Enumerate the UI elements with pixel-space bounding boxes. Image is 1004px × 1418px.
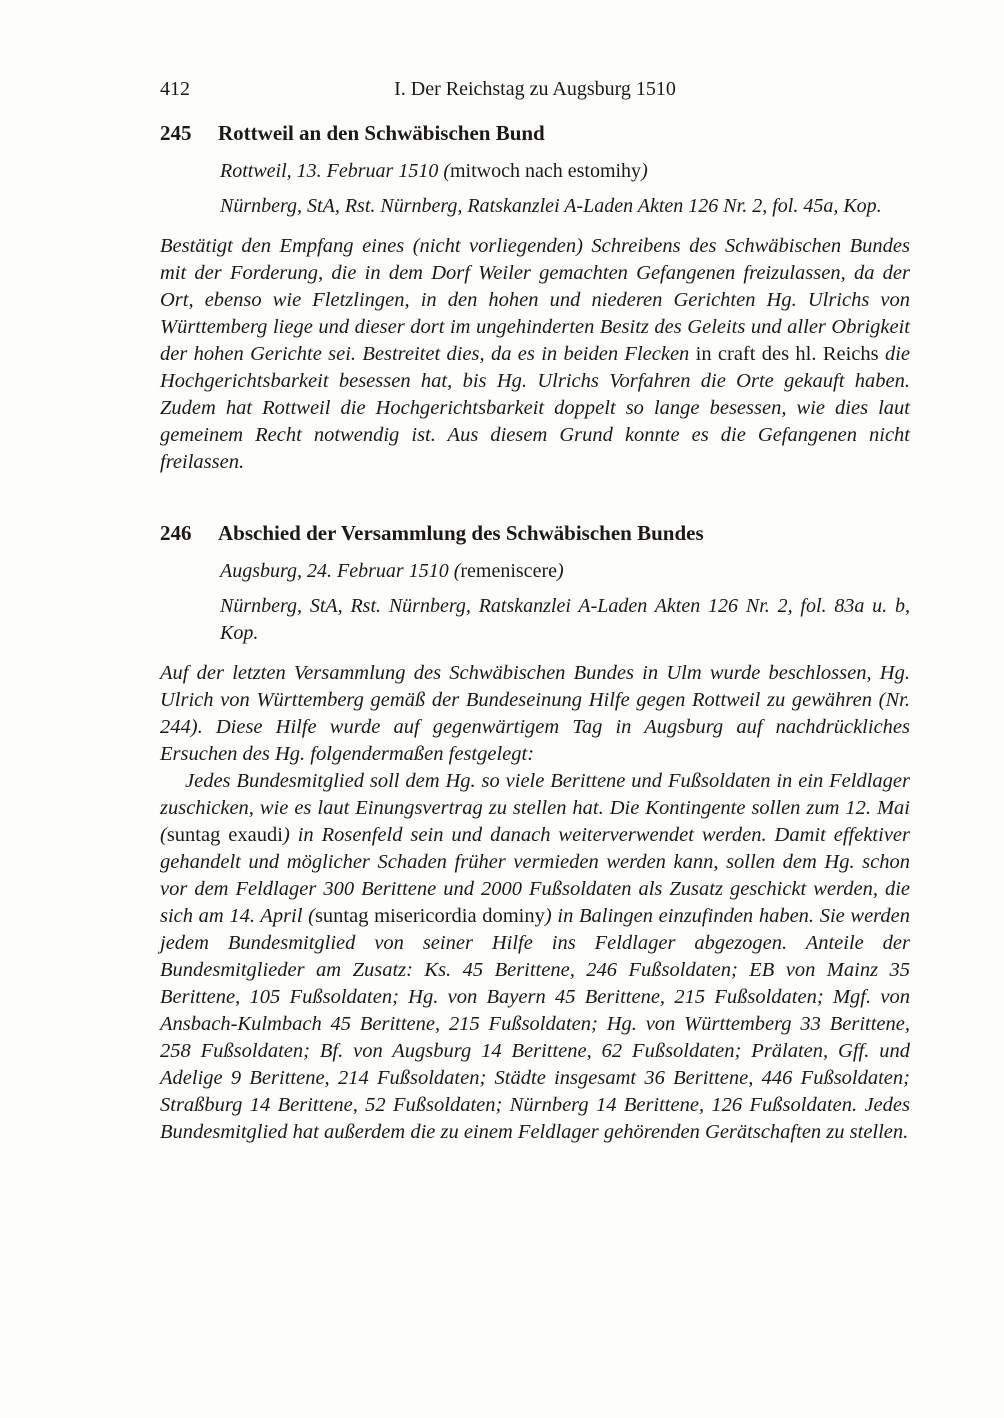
text-segment: remeniscere	[460, 560, 557, 582]
entry-summary	[160, 660, 910, 1146]
entry-summary	[160, 233, 910, 476]
text-segment: suntag exaudi	[166, 824, 283, 846]
entry-heading	[160, 520, 910, 547]
entry-dateline	[220, 558, 910, 585]
text-segment: )	[641, 160, 648, 182]
text-segment: suntag misericordia dominy	[314, 905, 545, 927]
text-segment: mitwoch nach estomihy	[449, 160, 642, 182]
page-number: 412	[160, 78, 190, 100]
entry-title: Abschied der Versammlung des Schwäbischen Bundes	[218, 521, 704, 545]
text-segment: Auf der letzten Versammlung des Schwäbischen Bundes in Ulm wurde beschlossen, Hg. Ulrich von Württemberg gemäß der Bundeseinung Hilfe gegen Rottweil zu gewähren (Nr. 244). Diese Hilfe wurde auf gegenwärtigem Tag in Augsburg auf nachdrückliches Ersuchen des Hg. folgendermaßen festgelegt:	[160, 662, 910, 765]
text-segment: in craft des hl. Reichs	[695, 343, 879, 365]
summary-paragraph	[160, 233, 910, 476]
entry-source	[220, 593, 910, 647]
summary-paragraph	[160, 768, 910, 1146]
entry-number: 245	[160, 121, 192, 145]
entry-dateline	[220, 158, 910, 185]
text-segment: Rottweil, 13. Februar 1510 (	[220, 160, 450, 182]
running-head: I. Der Reichstag zu Augsburg 1510	[394, 78, 676, 100]
summary-paragraph	[160, 660, 910, 768]
entry-246	[160, 520, 910, 1146]
text-segment: die Hochgerichtsbarkeit besessen hat, bis Hg. Ulrichs Vorfahren die Orte gekauft haben. Zudem hat Rottweil die Hochgerichtsbarkeit doppelt so lange besessen, wie dies laut gemeinem Recht notwendig ist. Aus diesem Grund konnte es die Gefangenen nicht freilassen.	[160, 343, 910, 473]
text-segment: Bestätigt den Empfang eines (nicht vorliegenden) Schreibens des Schwäbischen Bundes mit der Forderung, die in dem Dorf Weiler gemachten Gefangenen freizulassen, da der Ort, ebenso wie Fletzlingen, in den hohen und niederen Gerichten Hg. Ulrichs von Württemberg liege und dieser dort im ungehinderten Besitz des Geleits und aller Obrigkeit der hohen Gerichte sei. Bestreitet dies, da es in beiden Flecken	[160, 235, 910, 365]
text-segment: Nürnberg, StA, Rst. Nürnberg, Ratskanzlei A-Laden Akten 126 Nr. 2, fol. 45a, Kop.	[220, 195, 882, 217]
page-header	[160, 76, 910, 103]
text-segment: )	[556, 560, 564, 582]
entry-245	[160, 120, 910, 476]
text-segment: Nürnberg, StA, Rst. Nürnberg, Ratskanzlei A-Laden Akten 126 Nr. 2, fol. 83a u. b, Kop.	[220, 595, 910, 644]
entry-heading	[160, 120, 910, 147]
text-segment: Jedes Bundesmitglied soll dem Hg. so viele Berittene und Fußsoldaten in ein Feldlager zuschicken, wie es laut Einungsvertrag zu stellen hat. Die Kontingente sollen zum 12. Mai (	[160, 770, 910, 846]
entry-number: 246	[160, 521, 192, 545]
text-segment: ) in Rosenfeld sein und danach weiterverwendet werden. Damit effektiver gehandelt und möglicher Schaden früher vermieden werden kann, sollen dem Hg. schon vor dem Feldlager 300 Berittene und 2000 Fußsoldaten als Zusatz geschickt werden, die sich am 14. April (	[160, 824, 910, 927]
text-segment: Augsburg, 24. Februar 1510 (	[220, 560, 461, 582]
text-segment: ) in Balingen einzufinden haben. Sie werden jedem Bundesmitglied von seiner Hilfe ins Feldlager abgezogen. Anteile der Bundesmitglieder am Zusatz: Ks. 45 Berittene, 246 Fußsoldaten; EB von Mainz 35 Berittene, 105 Fußsoldaten; Hg. von Bayern 45 Berittene, 215 Fußsoldaten; Mgf. von Ansbach-Kulmbach 45 Berittene, 215 Fußsoldaten; Hg. von Württemberg 33 Berittene, 258 Fußsoldaten; Bf. von Augsburg 14 Berittene, 62 Fußsoldaten; Prälaten, Gff. und Adelige 9 Berittene, 214 Fußsoldaten; Städte insgesamt 36 Berittene, 446 Fußsoldaten; Straßburg 14 Berittene, 52 Fußsoldaten; Nürnberg 14 Berittene, 126 Fußsoldaten. Jedes Bundesmitglied hat außerdem die zu einem Feldlager gehörenden Gerätschaften zu stellen.	[160, 905, 910, 1143]
entry-title: Rottweil an den Schwäbischen Bund	[218, 121, 545, 145]
entry-source	[220, 193, 910, 220]
